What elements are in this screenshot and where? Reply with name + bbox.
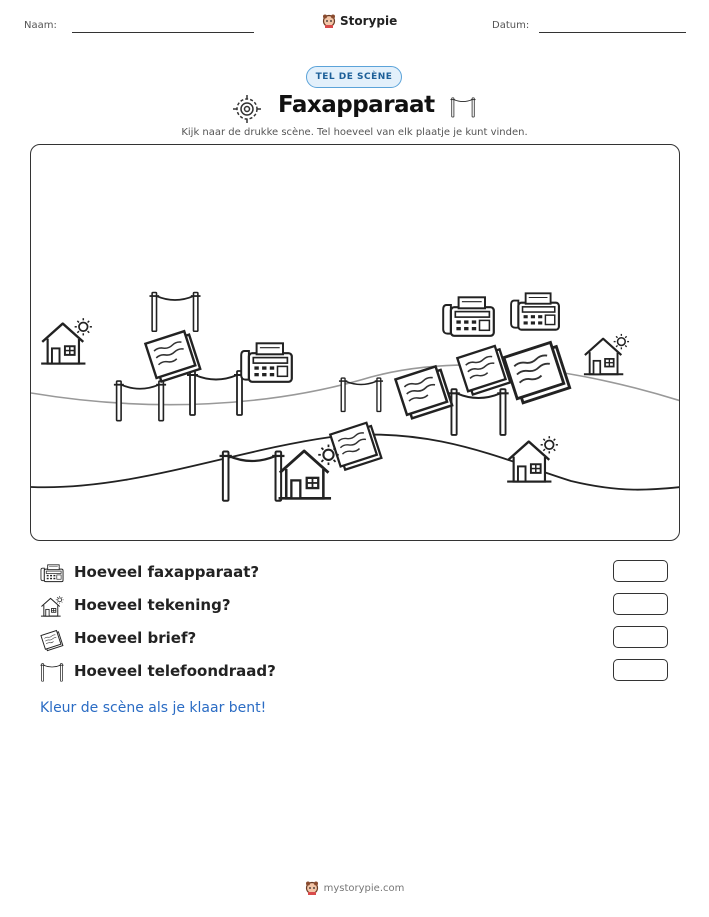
- telephone-wire: [187, 371, 245, 415]
- question-row-wire: [40, 659, 670, 685]
- scene-badge: TEL DE SCÈNE: [306, 66, 402, 88]
- color-scene-note: Kleur de scène als je klaar bent!: [40, 700, 267, 716]
- question-text: Hoeveel telefoondraad?: [74, 662, 276, 680]
- fax-icon: [40, 562, 64, 584]
- page-title: Faxapparaat: [278, 92, 435, 118]
- question-row-house: [40, 593, 670, 619]
- telephone-wire-icon: [40, 661, 64, 683]
- telephone-wire: [339, 378, 383, 411]
- letter: [330, 422, 381, 471]
- telephone-wire-icon: [450, 96, 476, 118]
- brand-name: Storypie: [340, 14, 398, 28]
- name-label: Naam:: [24, 20, 57, 31]
- brand-logo: [322, 13, 397, 29]
- title-row: [232, 92, 478, 124]
- storypie-mascot-icon: [322, 13, 336, 29]
- house: [584, 334, 629, 374]
- telephone-wire: [149, 293, 200, 332]
- house: [41, 318, 92, 363]
- answer-box-letter[interactable]: [613, 626, 668, 648]
- gear-target-icon: [232, 94, 262, 124]
- footer-site[interactable]: mystorypie.com: [323, 882, 405, 894]
- letter: [457, 345, 510, 396]
- question-text: Hoeveel brief?: [74, 629, 197, 647]
- telephone-wire: [448, 389, 508, 435]
- telephone-wire: [220, 451, 285, 500]
- question-text: Hoeveel tekening?: [74, 596, 231, 614]
- question-row-letter: [40, 626, 670, 652]
- footer: [0, 880, 709, 896]
- date-line[interactable]: [539, 32, 686, 33]
- question-row-fax: [40, 560, 670, 586]
- letter-icon: [40, 628, 64, 652]
- fax-machine: [443, 297, 494, 336]
- answer-box-fax[interactable]: [613, 560, 668, 582]
- letter: [504, 341, 570, 404]
- question-text: Hoeveel faxapparaat?: [74, 563, 260, 581]
- fax-machine: [511, 293, 559, 329]
- fax-machine: [241, 343, 292, 382]
- house: [279, 445, 339, 499]
- name-line[interactable]: [72, 32, 254, 33]
- answer-box-house[interactable]: [613, 593, 668, 615]
- count-scene: [30, 144, 680, 541]
- date-label: Datum:: [492, 20, 530, 31]
- instruction-text: Kijk naar de drukke scène. Tel hoeveel van elk plaatje je kunt vinden.: [181, 127, 528, 138]
- telephone-wire: [114, 381, 166, 421]
- letter: [395, 365, 452, 419]
- house-icon: [40, 595, 64, 619]
- storypie-mascot-icon: [305, 880, 319, 896]
- answer-box-wire[interactable]: [613, 659, 668, 681]
